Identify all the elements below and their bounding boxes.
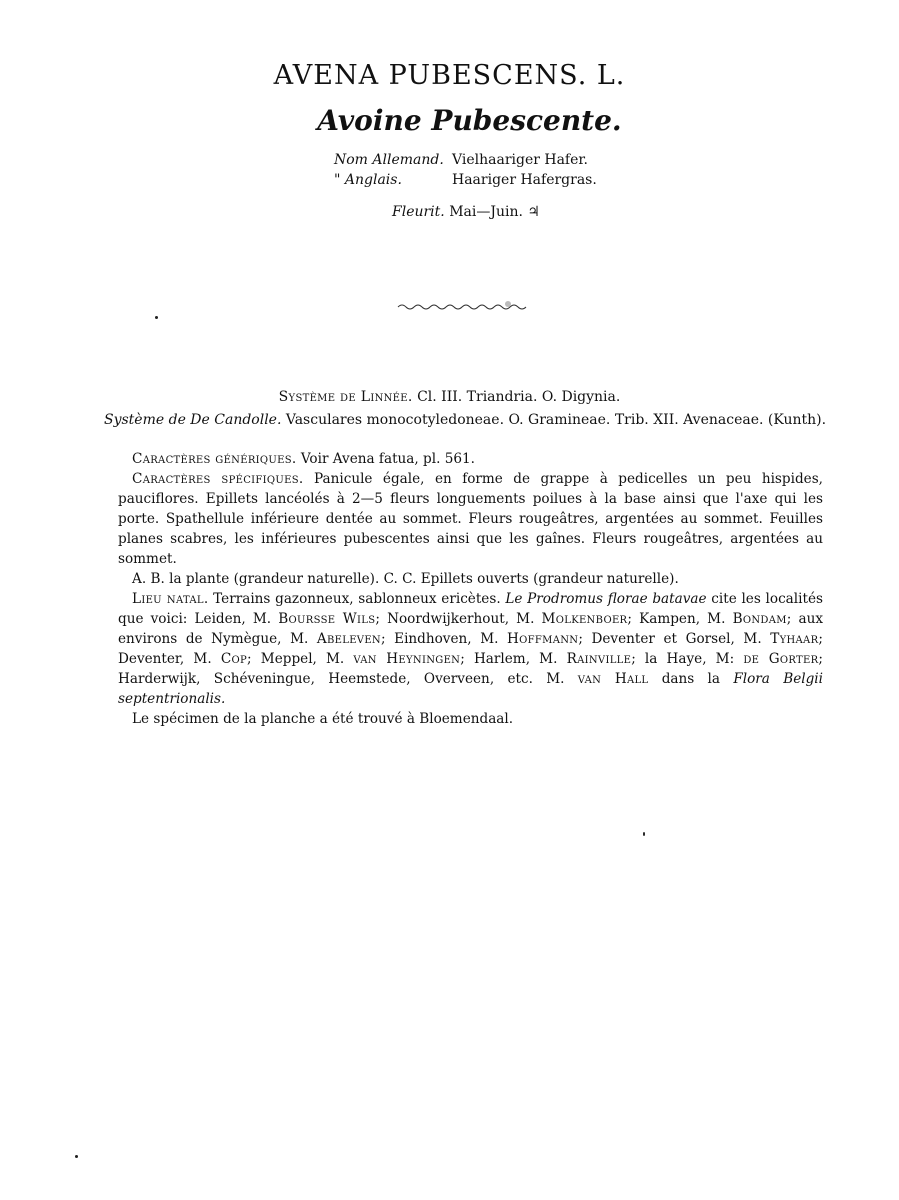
english-label: " Anglais.: [334, 172, 402, 188]
habitat-text: ; Harlem, M.: [460, 651, 558, 667]
linnaeus-text: Cl. III. Triandria. O. Digynia.: [417, 389, 621, 405]
specific-label: Caractères spécifiques.: [132, 471, 304, 487]
collector-name: van Heyningen: [353, 651, 461, 667]
collector-name: Rainville: [566, 651, 632, 667]
habitat-text: ; Meppel, M.: [247, 651, 345, 667]
english-name-row: [334, 170, 597, 190]
description-body: [118, 449, 823, 729]
figure-legend: [118, 569, 823, 589]
common-names: [334, 150, 597, 190]
collector-name: Hoffmann: [507, 631, 579, 647]
ornamental-divider: [396, 298, 534, 314]
collector-name: Boursse Wils: [278, 611, 376, 627]
habitat-text: ; Deventer et Gorsel, M.: [578, 631, 762, 647]
prodromus-title: Le Prodromus florae batavae: [505, 591, 707, 607]
decandolle-system: [104, 412, 826, 428]
flowering-value: Mai—Juin. ♃: [449, 204, 540, 220]
collector-name: van Hall: [577, 671, 649, 687]
linnaeus-label: Système de Linnée.: [278, 389, 413, 405]
habitat-text: ; aux environs de Nymègue, M.: [118, 611, 824, 647]
habitat-text: ; Deventer, M.: [118, 631, 824, 667]
flora-title: Flora Belgii septentrionalis.: [118, 671, 824, 707]
stray-mark: [155, 316, 158, 319]
specimen-text: Le spécimen de la planche a été trouvé à Bloemendaal.: [132, 711, 514, 727]
flowering-label: Fleurit.: [392, 204, 445, 220]
decandolle-text: Vasculares monocotyledoneae. O. Gramineae. Trib. XII. Avenaceae. (Kunth).: [285, 412, 827, 428]
habitat-label: Lieu natal.: [132, 591, 209, 607]
generic-characters: [118, 449, 823, 469]
decandolle-label: Système de De Candolle.: [104, 412, 282, 428]
collector-name: de Gorter: [743, 651, 819, 667]
linnaeus-system: [0, 389, 899, 405]
habitat-text: ; Kampen, M.: [627, 611, 726, 627]
habitat-text: ; Noordwijkerhout, M.: [375, 611, 535, 627]
habitat-text: dans la: [661, 671, 721, 687]
habitat-text: ; la Haye, M:: [631, 651, 735, 667]
specific-text: Panicule égale, en forme de grappe à pedicelles un peu hispides, pauciflores. Epillets lancéolés à 2—5 fleurs longuements poilues à la base ainsi que l'axe qui les porte. Spathellule inférieure dentée au sommet. Fleurs rougeâtres, argentées au sommet. Feuilles planes scabres, les inférieures pubescentes ainsi que les gaînes. Fleurs rougeâtres, argentées au sommet.: [118, 471, 823, 567]
collector-name: Cop: [220, 651, 248, 667]
flowering-period: [392, 204, 540, 220]
generic-text: Voir Avena fatua, pl. 561.: [300, 451, 475, 467]
stray-mark: [643, 832, 645, 836]
german-name: Vielhaariger Hafer.: [452, 152, 589, 168]
habitat-text: cite les localités que voici: Leiden, M.: [118, 591, 823, 627]
habitat-text: ; Eindhoven, M.: [380, 631, 499, 647]
collector-name: Abeleven: [316, 631, 381, 647]
habitat-text: Terrains gazonneux, sablonneux ericètes.: [213, 591, 501, 607]
page-subtitle: Avoine Pubescente.: [317, 104, 622, 137]
collector-name: Bondam: [732, 611, 787, 627]
german-label: Nom Allemand.: [334, 152, 444, 168]
collector-name: Tyhaar: [770, 631, 819, 647]
habitat: [118, 589, 823, 709]
generic-label: Caractères génériques.: [132, 451, 297, 467]
page-title: AVENA PUBESCENS. L.: [273, 60, 626, 91]
figure-text: A. B. la plante (grandeur naturelle). C. C. Epillets ouverts (grandeur naturelle).: [132, 571, 679, 587]
specimen-note: [118, 709, 823, 729]
german-name-row: [334, 150, 597, 170]
specific-characters: [118, 469, 823, 569]
stray-mark: [75, 1155, 78, 1158]
collector-name: Molkenboer: [541, 611, 628, 627]
habitat-text: ; Harderwijk, Schéveningue, Heemstede, Overveen, etc. M.: [118, 651, 823, 687]
english-name: Haariger Hafergras.: [452, 172, 597, 188]
